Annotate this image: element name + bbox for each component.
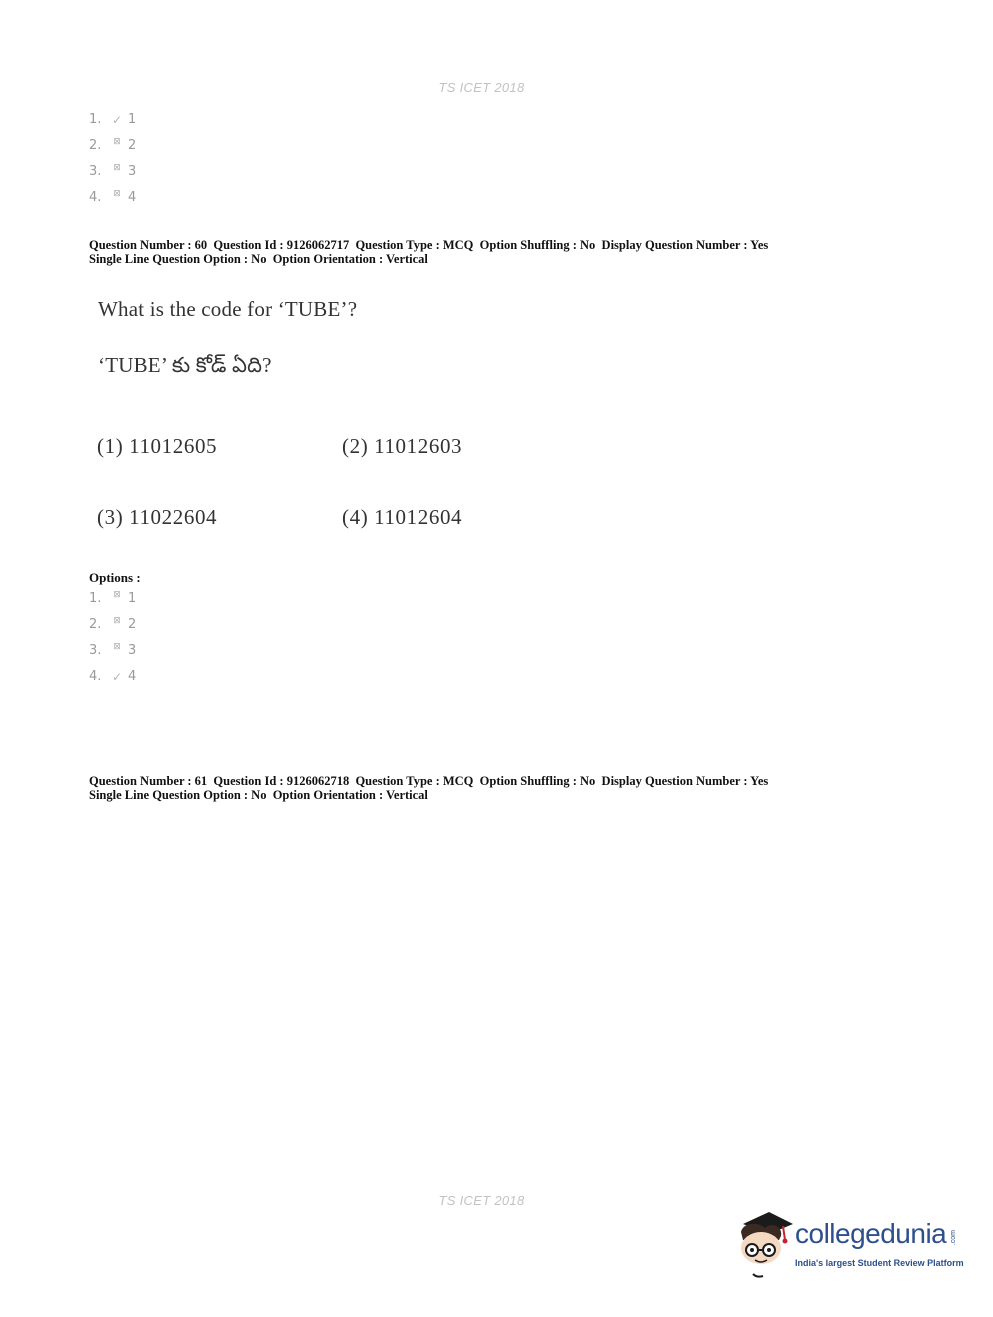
answer-choice-4: (4) 11012604 [342, 505, 463, 529]
option-number: 3. [89, 164, 102, 179]
option-value: 4 [128, 669, 137, 684]
option-number: 3. [89, 643, 102, 658]
page-footer: TS ICET 2018 [438, 1193, 525, 1208]
option-number: 2. [89, 617, 102, 632]
option-value: 3 [128, 164, 137, 179]
incorrect-cross-icon: ⊠ [113, 137, 121, 147]
previous-options-list [89, 107, 136, 211]
option-value: 3 [128, 643, 137, 658]
meta-line-1: Question Number : 61 Question Id : 9126062718 Question Type : MCQ Option Shuffling : No Display Question Number : Yes [89, 774, 769, 788]
option-value: 1 [128, 591, 137, 606]
option-row [89, 638, 136, 664]
incorrect-cross-icon: ⊠ [113, 163, 121, 173]
option-value: 2 [128, 138, 137, 153]
correct-check-icon: ✓ [111, 113, 123, 127]
options-label: Options : [89, 570, 141, 585]
option-number: 2. [89, 138, 102, 153]
option-number: 1. [89, 591, 102, 606]
option-number: 4. [89, 190, 102, 205]
collegedunia-logo [735, 1210, 965, 1285]
option-value: 2 [128, 617, 137, 632]
option-value: 1 [128, 112, 137, 127]
option-value: 4 [128, 190, 137, 205]
page-header: TS ICET 2018 [438, 80, 525, 95]
question-60-options-list [89, 586, 136, 690]
option-number: 1. [89, 112, 102, 127]
option-number: 4. [89, 669, 102, 684]
meta-line-2: Single Line Question Option : No Option Orientation : Vertical [89, 788, 428, 802]
question-text-telugu: ‘TUBE’ కు కోడ్ ఏది? [98, 353, 272, 377]
option-row [89, 664, 136, 690]
incorrect-cross-icon: ⊠ [113, 616, 121, 626]
meta-line-2: Single Line Question Option : No Option Orientation : Vertical [89, 252, 428, 266]
mascot-icon [735, 1210, 795, 1282]
question-text-english: What is the code for ‘TUBE’? [98, 297, 358, 321]
logo-domain-suffix: .com [950, 1230, 957, 1246]
question-60-meta [89, 238, 768, 266]
question-61-meta [89, 774, 768, 802]
incorrect-cross-icon: ⊠ [113, 590, 121, 600]
incorrect-cross-icon: ⊠ [113, 642, 121, 652]
logo-tagline: India's largest Student Review Platform [795, 1258, 964, 1268]
answer-choice-3: (3) 11022604 [97, 505, 218, 529]
answer-choice-1: (1) 11012605 [97, 434, 218, 458]
answer-choice-2: (2) 11012603 [342, 434, 463, 458]
incorrect-cross-icon: ⊠ [113, 189, 121, 199]
meta-line-1: Question Number : 60 Question Id : 9126062717 Question Type : MCQ Option Shuffling : No Display Question Number : Yes [89, 238, 769, 252]
option-row [89, 185, 136, 211]
correct-check-icon: ✓ [111, 670, 123, 684]
logo-wordmark: collegedunia [795, 1218, 947, 1249]
